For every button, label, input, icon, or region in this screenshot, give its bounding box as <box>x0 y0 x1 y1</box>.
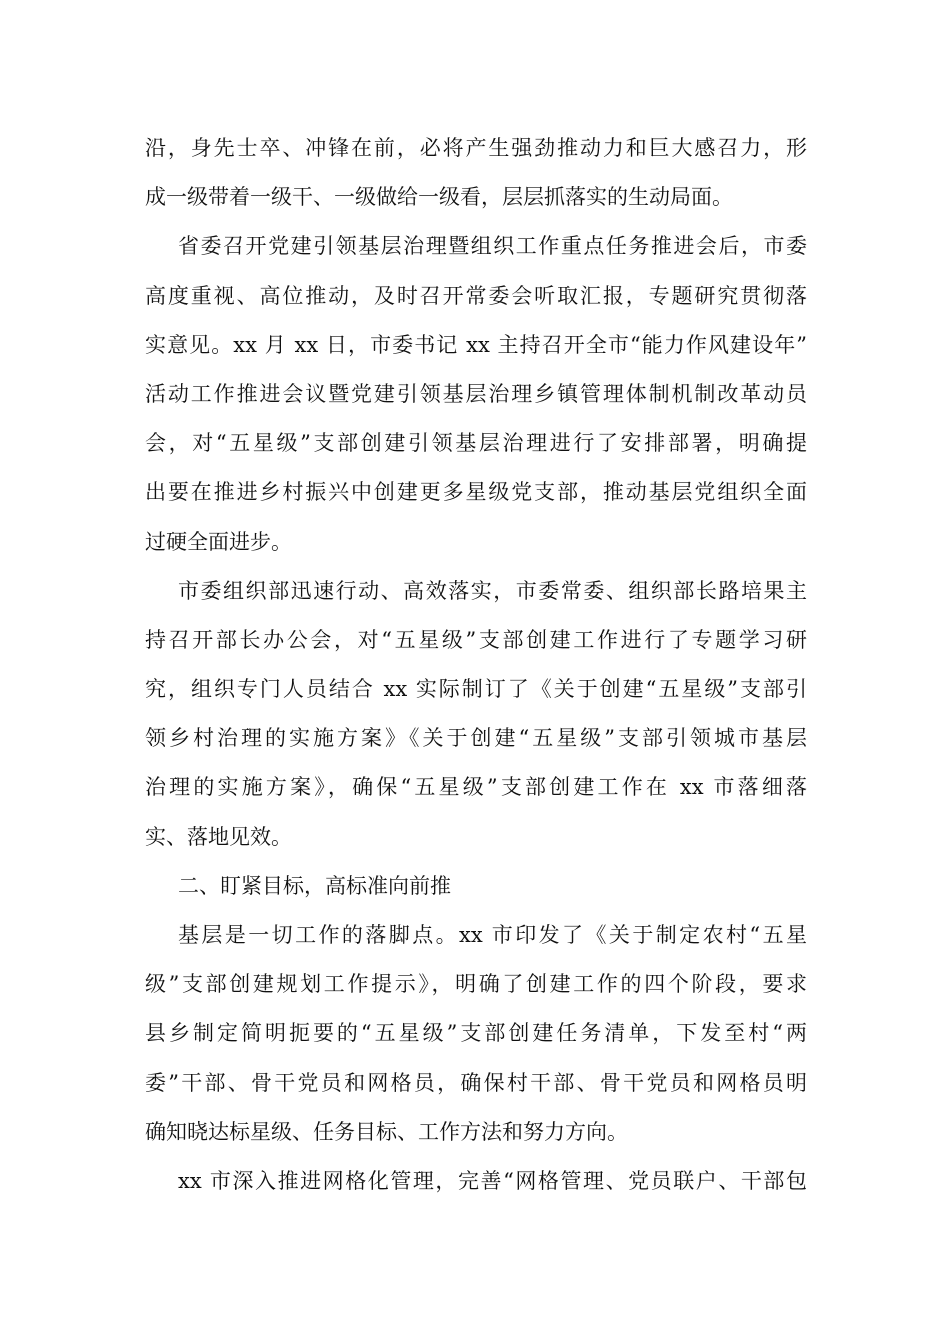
paragraph-first-line: 省委召开党建引领基层治理暨组织工作重点任务推进会后，市委 <box>178 234 807 259</box>
paragraph-first-line: 基层是一切工作的落脚点。xx 市印发了《关于制定农村“五星 <box>178 923 807 947</box>
text-line: 高度重视、高位推动，及时召开常委会听取汇报，专题研究贯彻落 <box>145 283 807 308</box>
text-line: 确知晓达标星级、任务目标、工作方法和努力方向。 <box>145 1119 628 1144</box>
paragraph-first-line: 市委组织部迅速行动、高效落实，市委常委、组织部长路培果主 <box>178 578 807 603</box>
text-line: 活动工作推进会议暨党建引领基层治理乡镇管理体制机制改革动员 <box>145 381 807 406</box>
text-line: 县乡制定简明扼要的“五星级”支部创建任务清单，下发至村“两 <box>145 1021 807 1046</box>
text-line: 成一级带着一级干、一级做给一级看，层层抓落实的生动局面。 <box>145 185 733 210</box>
text-line: 过硬全面进步。 <box>145 529 292 554</box>
text-line: 领乡村治理的实施方案》《关于创建“五星级”支部引领城市基层 <box>145 726 807 751</box>
document-body <box>145 124 807 1206</box>
text-line: 治理的实施方案》，确保“五星级”支部创建工作在 xx 市落细落 <box>145 775 807 800</box>
text-line: 委”干部、骨干党员和网格员，确保村干部、骨干党员和网格员明 <box>145 1070 807 1095</box>
text-line: 实、落地见效。 <box>145 824 292 849</box>
section-heading: 二、盯紧目标，高标准向前推 <box>178 873 451 898</box>
text-line: 实意见。xx 月 xx 日，市委书记 xx 主持召开全市“能力作风建设年” <box>145 332 807 357</box>
text-line: 级”支部创建规划工作提示》，明确了创建工作的四个阶段，要求 <box>145 972 807 997</box>
paragraph-first-line: xx 市深入推进网格化管理，完善“网格管理、党员联户、干部包 <box>178 1168 807 1193</box>
text-line: 持召开部长办公会，对“五星级”支部创建工作进行了专题学习研 <box>145 627 807 652</box>
text-line: 会，对“五星级”支部创建引领基层治理进行了安排部署，明确提 <box>145 431 807 456</box>
text-line: 出要在推进乡村振兴中创建更多星级党支部，推动基层党组织全面 <box>145 480 807 505</box>
text-line: 沿，身先士卒、冲锋在前，必将产生强劲推动力和巨大感召力，形 <box>145 136 807 160</box>
text-line: 究，组织专门人员结合 xx 实际制订了《关于创建“五星级”支部引 <box>145 677 807 702</box>
